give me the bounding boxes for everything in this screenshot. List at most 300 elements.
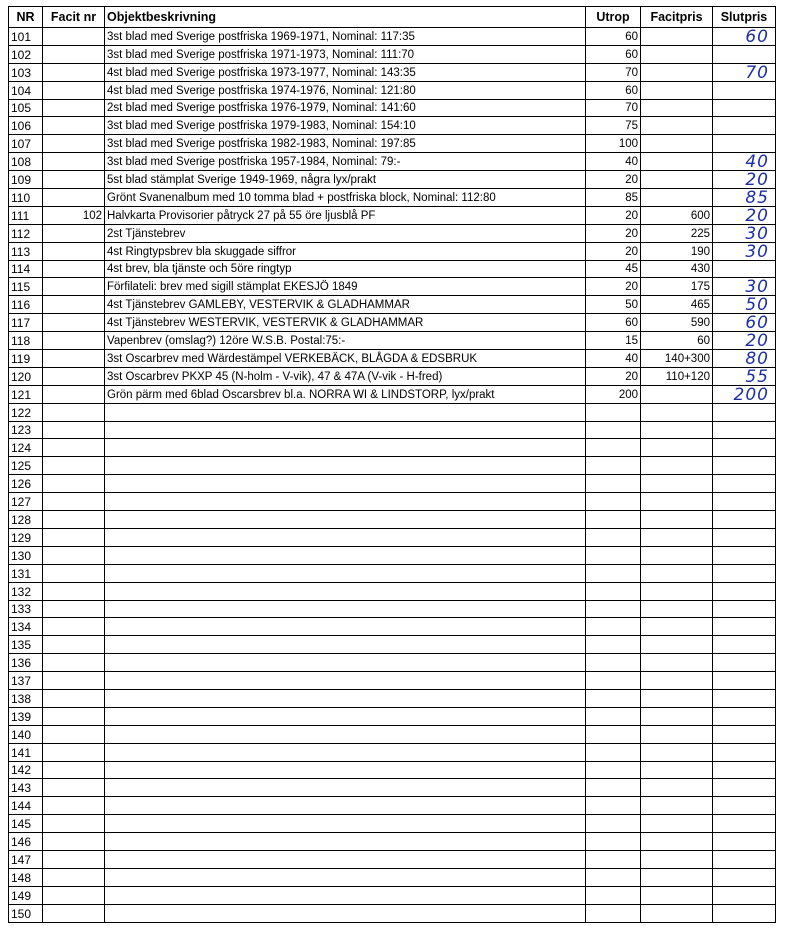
object-description: 4st Tjänstebrev WESTERVIK, VESTERVIK & GLADHAMMAR [105, 314, 586, 332]
table-row [9, 725, 776, 743]
start-price [586, 833, 641, 851]
catalogue-price [641, 636, 713, 654]
facit-number [43, 45, 105, 63]
catalogue-price [641, 546, 713, 564]
start-price [586, 511, 641, 529]
row-number: 128 [9, 511, 43, 529]
row-number: 125 [9, 457, 43, 475]
facit-number [43, 582, 105, 600]
facit-number [43, 493, 105, 511]
facit-number [43, 28, 105, 46]
facit-number [43, 135, 105, 153]
catalogue-price [641, 904, 713, 922]
object-description [105, 850, 586, 868]
table-row [9, 206, 776, 224]
catalogue-price [641, 493, 713, 511]
catalogue-price [641, 672, 713, 690]
start-price: 60 [586, 81, 641, 99]
table-row [9, 582, 776, 600]
row-number: 111 [9, 206, 43, 224]
row-number: 147 [9, 850, 43, 868]
table-row [9, 171, 776, 189]
final-price-handwritten: 85 [713, 189, 776, 207]
facit-number [43, 171, 105, 189]
row-number: 135 [9, 636, 43, 654]
catalogue-price [641, 439, 713, 457]
facit-number [43, 761, 105, 779]
object-description: 3st blad med Sverige postfriska 1957-1984, Nominal: 79:- [105, 153, 586, 171]
table-row [9, 350, 776, 368]
table-row [9, 636, 776, 654]
catalogue-price [641, 511, 713, 529]
start-price [586, 654, 641, 672]
header-facitpris: Facitpris [641, 7, 713, 28]
object-description: Vapenbrev (omslag?) 12öre W.S.B. Postal:75:- [105, 332, 586, 350]
object-description [105, 815, 586, 833]
table-row [9, 654, 776, 672]
object-description: 3st Oscarbrev PKXP 45 (N-holm - V-vik), 47 & 47A (V-vik - H-fred) [105, 367, 586, 385]
start-price: 100 [586, 135, 641, 153]
row-number: 116 [9, 296, 43, 314]
final-price-handwritten [713, 45, 776, 63]
catalogue-price [641, 850, 713, 868]
object-description: 3st blad med Sverige postfriska 1969-1971, Nominal: 117:35 [105, 28, 586, 46]
catalogue-price [641, 833, 713, 851]
final-price-handwritten [713, 636, 776, 654]
facit-number [43, 689, 105, 707]
facit-number [43, 707, 105, 725]
object-description [105, 886, 586, 904]
table-row [9, 761, 776, 779]
catalogue-price: 465 [641, 296, 713, 314]
row-number: 140 [9, 725, 43, 743]
table-row [9, 457, 776, 475]
object-description [105, 511, 586, 529]
table-row [9, 528, 776, 546]
row-number: 105 [9, 99, 43, 117]
start-price [586, 904, 641, 922]
object-description [105, 439, 586, 457]
final-price-handwritten [713, 618, 776, 636]
table-row [9, 689, 776, 707]
final-price-handwritten [713, 99, 776, 117]
object-description [105, 797, 586, 815]
start-price: 60 [586, 45, 641, 63]
row-number: 150 [9, 904, 43, 922]
final-price-handwritten [713, 886, 776, 904]
facit-number [43, 189, 105, 207]
facit-number [43, 904, 105, 922]
final-price-handwritten [713, 815, 776, 833]
facit-number [43, 367, 105, 385]
table-row [9, 850, 776, 868]
final-price-handwritten [713, 904, 776, 922]
final-price-handwritten [713, 528, 776, 546]
start-price [586, 475, 641, 493]
table-row [9, 511, 776, 529]
final-price-handwritten: 80 [713, 350, 776, 368]
start-price [586, 421, 641, 439]
object-description [105, 546, 586, 564]
object-description: 2st blad med Sverige postfriska 1976-1979, Nominal: 141:60 [105, 99, 586, 117]
final-price-handwritten [713, 779, 776, 797]
catalogue-price [641, 457, 713, 475]
facit-number [43, 260, 105, 278]
catalogue-price [641, 81, 713, 99]
facit-number [43, 278, 105, 296]
table-row [9, 28, 776, 46]
start-price: 20 [586, 242, 641, 260]
catalogue-price [641, 654, 713, 672]
row-number: 121 [9, 385, 43, 403]
facit-number [43, 403, 105, 421]
object-description [105, 564, 586, 582]
final-price-handwritten [713, 403, 776, 421]
catalogue-price [641, 117, 713, 135]
start-price [586, 689, 641, 707]
object-description [105, 779, 586, 797]
object-description: 5st blad stämplat Sverige 1949-1969, några lyx/prakt [105, 171, 586, 189]
final-price-handwritten: 40 [713, 153, 776, 171]
header-facit-nr: Facit nr [43, 7, 105, 28]
row-number: 110 [9, 189, 43, 207]
start-price: 75 [586, 117, 641, 135]
final-price-handwritten [713, 797, 776, 815]
start-price [586, 886, 641, 904]
catalogue-price [641, 618, 713, 636]
row-number: 112 [9, 224, 43, 242]
start-price: 200 [586, 385, 641, 403]
table-row [9, 886, 776, 904]
table-row [9, 797, 776, 815]
facit-number [43, 886, 105, 904]
row-number: 103 [9, 63, 43, 81]
final-price-handwritten: 20 [713, 171, 776, 189]
facit-number [43, 618, 105, 636]
row-number: 115 [9, 278, 43, 296]
catalogue-price: 430 [641, 260, 713, 278]
start-price [586, 546, 641, 564]
catalogue-price: 190 [641, 242, 713, 260]
table-row [9, 600, 776, 618]
object-description: 3st blad med Sverige postfriska 1979-1983, Nominal: 154:10 [105, 117, 586, 135]
object-description [105, 707, 586, 725]
facit-number [43, 296, 105, 314]
final-price-handwritten: 20 [713, 332, 776, 350]
object-description [105, 636, 586, 654]
facit-number [43, 833, 105, 851]
catalogue-price [641, 779, 713, 797]
final-price-handwritten: 60 [713, 28, 776, 46]
row-number: 149 [9, 886, 43, 904]
facit-number [43, 81, 105, 99]
start-price: 60 [586, 28, 641, 46]
facit-number [43, 528, 105, 546]
object-description [105, 403, 586, 421]
table-row [9, 815, 776, 833]
start-price [586, 493, 641, 511]
catalogue-price [641, 99, 713, 117]
start-price [586, 564, 641, 582]
row-number: 106 [9, 117, 43, 135]
object-description: 2st Tjänstebrev [105, 224, 586, 242]
final-price-handwritten: 20 [713, 206, 776, 224]
row-number: 145 [9, 815, 43, 833]
start-price [586, 815, 641, 833]
catalogue-price [641, 528, 713, 546]
start-price: 70 [586, 99, 641, 117]
catalogue-price [641, 725, 713, 743]
facit-number [43, 385, 105, 403]
catalogue-price [641, 707, 713, 725]
final-price-handwritten [713, 833, 776, 851]
table-row [9, 707, 776, 725]
final-price-handwritten: 30 [713, 224, 776, 242]
final-price-handwritten [713, 260, 776, 278]
facit-number [43, 439, 105, 457]
start-price [586, 636, 641, 654]
facit-number [43, 564, 105, 582]
object-description: 3st blad med Sverige postfriska 1982-1983, Nominal: 197:85 [105, 135, 586, 153]
row-number: 134 [9, 618, 43, 636]
object-description [105, 600, 586, 618]
catalogue-price [641, 171, 713, 189]
object-description [105, 493, 586, 511]
row-number: 104 [9, 81, 43, 99]
object-description: Halvkarta Provisorier påtryck 27 på 55 öre ljusblå PF [105, 206, 586, 224]
facit-number [43, 242, 105, 260]
facit-number [43, 63, 105, 81]
facit-number [43, 99, 105, 117]
header-nr: NR [9, 7, 43, 28]
final-price-handwritten [713, 117, 776, 135]
final-price-handwritten [713, 564, 776, 582]
start-price [586, 707, 641, 725]
object-description: 4st Ringtypsbrev bla skuggade siffror [105, 242, 586, 260]
object-description [105, 528, 586, 546]
facit-number [43, 868, 105, 886]
facit-number [43, 457, 105, 475]
final-price-handwritten [713, 868, 776, 886]
final-price-handwritten: 50 [713, 296, 776, 314]
facit-number [43, 815, 105, 833]
catalogue-price [641, 815, 713, 833]
final-price-handwritten: 30 [713, 278, 776, 296]
catalogue-price [641, 689, 713, 707]
object-description [105, 904, 586, 922]
row-number: 141 [9, 743, 43, 761]
final-price-handwritten [713, 689, 776, 707]
row-number: 132 [9, 582, 43, 600]
object-description: 4st blad med Sverige postfriska 1974-1976, Nominal: 121:80 [105, 81, 586, 99]
final-price-handwritten [713, 707, 776, 725]
final-price-handwritten: 30 [713, 242, 776, 260]
table-row [9, 189, 776, 207]
row-number: 126 [9, 475, 43, 493]
row-number: 107 [9, 135, 43, 153]
row-number: 123 [9, 421, 43, 439]
facit-number [43, 153, 105, 171]
start-price [586, 457, 641, 475]
start-price [586, 868, 641, 886]
final-price-handwritten [713, 511, 776, 529]
table-row [9, 314, 776, 332]
final-price-handwritten: 55 [713, 367, 776, 385]
facit-number [43, 672, 105, 690]
object-description: 4st Tjänstebrev GAMLEBY, VESTERVIK & GLADHAMMAR [105, 296, 586, 314]
row-number: 113 [9, 242, 43, 260]
object-description [105, 689, 586, 707]
facit-number [43, 779, 105, 797]
facit-number [43, 511, 105, 529]
facit-number [43, 421, 105, 439]
catalogue-price: 590 [641, 314, 713, 332]
header-row [9, 7, 776, 28]
row-number: 114 [9, 260, 43, 278]
object-description [105, 743, 586, 761]
catalogue-price [641, 63, 713, 81]
table-row [9, 618, 776, 636]
object-description: 3st blad med Sverige postfriska 1971-1973, Nominal: 111:70 [105, 45, 586, 63]
facit-number [43, 654, 105, 672]
start-price [586, 582, 641, 600]
auction-list-table [8, 6, 776, 923]
object-description [105, 457, 586, 475]
table-row [9, 546, 776, 564]
object-description: 3st Oscarbrev med Wärdestämpel VERKEBÄCK, BLÅGDA & EDSBRUK [105, 350, 586, 368]
table-row [9, 904, 776, 922]
row-number: 139 [9, 707, 43, 725]
row-number: 148 [9, 868, 43, 886]
row-number: 138 [9, 689, 43, 707]
start-price [586, 779, 641, 797]
catalogue-price [641, 135, 713, 153]
table-row [9, 135, 776, 153]
start-price [586, 439, 641, 457]
start-price: 40 [586, 350, 641, 368]
facit-number [43, 350, 105, 368]
final-price-handwritten [713, 761, 776, 779]
row-number: 142 [9, 761, 43, 779]
table-row [9, 153, 776, 171]
catalogue-price: 60 [641, 332, 713, 350]
catalogue-price [641, 189, 713, 207]
object-description [105, 868, 586, 886]
table-row [9, 278, 776, 296]
final-price-handwritten [713, 600, 776, 618]
facit-number [43, 850, 105, 868]
header-slutpris: Slutpris [713, 7, 776, 28]
final-price-handwritten [713, 850, 776, 868]
catalogue-price [641, 582, 713, 600]
catalogue-price [641, 886, 713, 904]
catalogue-price [641, 385, 713, 403]
catalogue-price [641, 564, 713, 582]
table-row [9, 45, 776, 63]
final-price-handwritten [713, 743, 776, 761]
start-price [586, 403, 641, 421]
start-price: 85 [586, 189, 641, 207]
start-price [586, 528, 641, 546]
object-description [105, 833, 586, 851]
catalogue-price: 225 [641, 224, 713, 242]
start-price: 60 [586, 314, 641, 332]
facit-number [43, 117, 105, 135]
facit-number [43, 797, 105, 815]
object-description [105, 421, 586, 439]
table-row [9, 367, 776, 385]
final-price-handwritten [713, 672, 776, 690]
final-price-handwritten [713, 493, 776, 511]
start-price: 70 [586, 63, 641, 81]
final-price-handwritten [713, 654, 776, 672]
object-description [105, 582, 586, 600]
start-price [586, 725, 641, 743]
row-number: 146 [9, 833, 43, 851]
start-price: 15 [586, 332, 641, 350]
start-price: 20 [586, 224, 641, 242]
catalogue-price [641, 600, 713, 618]
object-description [105, 618, 586, 636]
start-price [586, 850, 641, 868]
row-number: 129 [9, 528, 43, 546]
table-row [9, 224, 776, 242]
row-number: 118 [9, 332, 43, 350]
header-utrop: Utrop [586, 7, 641, 28]
row-number: 120 [9, 367, 43, 385]
row-number: 130 [9, 546, 43, 564]
table-body [9, 28, 776, 923]
catalogue-price [641, 421, 713, 439]
object-description [105, 672, 586, 690]
final-price-handwritten [713, 457, 776, 475]
catalogue-price [641, 403, 713, 421]
catalogue-price [641, 28, 713, 46]
table-row [9, 779, 776, 797]
object-description: 4st blad med Sverige postfriska 1973-1977, Nominal: 143:35 [105, 63, 586, 81]
table-row [9, 242, 776, 260]
start-price [586, 600, 641, 618]
catalogue-price: 140+300 [641, 350, 713, 368]
final-price-handwritten [713, 421, 776, 439]
facit-number [43, 475, 105, 493]
row-number: 144 [9, 797, 43, 815]
row-number: 127 [9, 493, 43, 511]
facit-number [43, 314, 105, 332]
row-number: 119 [9, 350, 43, 368]
table-row [9, 833, 776, 851]
final-price-handwritten [713, 475, 776, 493]
facit-number [43, 743, 105, 761]
final-price-handwritten [713, 439, 776, 457]
catalogue-price: 110+120 [641, 367, 713, 385]
table-row [9, 868, 776, 886]
row-number: 101 [9, 28, 43, 46]
facit-number [43, 725, 105, 743]
start-price: 40 [586, 153, 641, 171]
final-price-handwritten [713, 135, 776, 153]
object-description: 4st brev, bla tjänste och 5öre ringtyp [105, 260, 586, 278]
row-number: 137 [9, 672, 43, 690]
object-description [105, 654, 586, 672]
start-price [586, 797, 641, 815]
row-number: 131 [9, 564, 43, 582]
final-price-handwritten [713, 582, 776, 600]
table-row [9, 63, 776, 81]
catalogue-price [641, 761, 713, 779]
final-price-handwritten [713, 546, 776, 564]
start-price [586, 618, 641, 636]
